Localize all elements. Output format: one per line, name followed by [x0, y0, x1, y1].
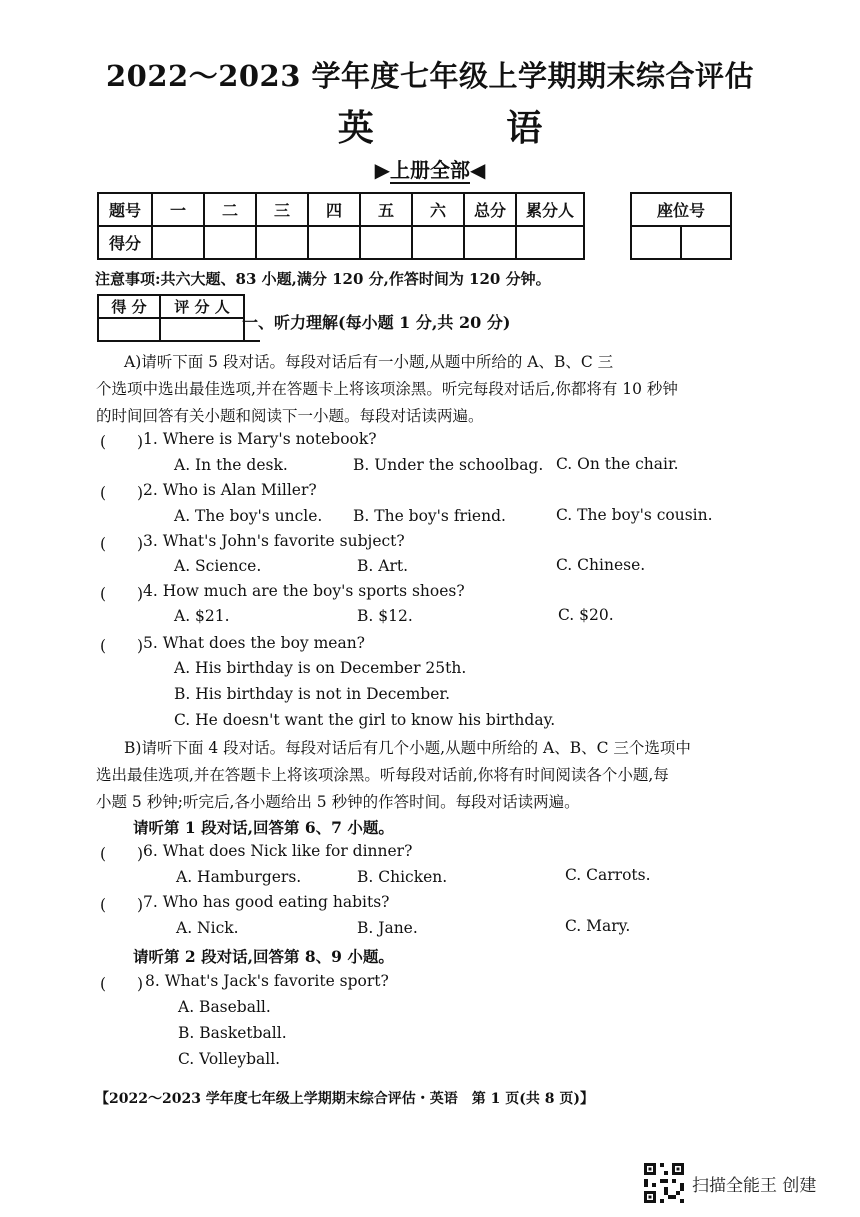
- score-cell: 一: [152, 193, 204, 226]
- answer-blank: ( ): [100, 585, 144, 603]
- question-stem: 8. What's Jack's favorite sport?: [145, 972, 389, 990]
- option-c: C. On the chair.: [556, 455, 679, 473]
- option-a: A. Nick.: [176, 919, 239, 937]
- option-a: A. Science.: [174, 557, 262, 575]
- score-blank-cell: [360, 226, 412, 259]
- grader-score-label: 得 分: [98, 295, 160, 318]
- option-b: B. $12.: [357, 607, 413, 625]
- option-b: B. His birthday is not in December.: [174, 685, 451, 703]
- grader-blank-cell: [98, 318, 160, 341]
- option-a: A. His birthday is on December 25th.: [174, 659, 467, 677]
- question-stem: 5. What does the boy mean?: [143, 634, 365, 652]
- option-a: A. The boy's uncle.: [174, 507, 323, 525]
- score-blank-cell: [412, 226, 464, 259]
- option-c: C. Chinese.: [556, 556, 646, 574]
- question-stem: 6. What does Nick like for dinner?: [143, 842, 413, 860]
- seat-blank-cell: [681, 226, 731, 259]
- exam-title: 2022～2023 学年度七年级上学期期末综合评估: [105, 59, 755, 93]
- option-c: C. The boy's cousin.: [556, 506, 713, 524]
- question-stem: 7. Who has good eating habits?: [143, 893, 390, 911]
- score-cell: 题号: [98, 193, 152, 226]
- score-row-label: 得分: [98, 226, 152, 259]
- question-stem: 3. What's John's favorite subject?: [143, 532, 405, 550]
- option-c: C. Mary.: [565, 917, 631, 935]
- option-b: B. Basketball.: [178, 1024, 287, 1042]
- option-c: C. Carrots.: [565, 866, 651, 884]
- answer-blank: ( ): [100, 896, 144, 914]
- score-table-header-row: [98, 193, 584, 226]
- partB-instruction: 选出最佳选项,并在答题卡上将该项涂黑。听每段对话前,你将有时间阅读各个小题,每: [96, 766, 669, 784]
- score-cell: 六: [412, 193, 464, 226]
- score-cell: 总分: [464, 193, 516, 226]
- option-b: B. Chicken.: [357, 868, 448, 886]
- option-a: A. Hamburgers.: [176, 868, 302, 886]
- score-table-score-row: [98, 226, 584, 259]
- question-stem: 2. Who is Alan Miller?: [143, 481, 317, 499]
- scanner-watermark: [644, 1163, 816, 1203]
- partA-instruction: A)请听下面 5 段对话。每段对话后有一小题,从题中所给的 A、B、C 三: [124, 353, 614, 371]
- score-blank-cell: [152, 226, 204, 259]
- option-b: B. Jane.: [357, 919, 418, 937]
- score-blank-cell: [516, 226, 584, 259]
- option-b: B. Under the schoolbag.: [353, 456, 544, 474]
- subject-title: 英 语: [337, 107, 603, 149]
- score-cell: 累分人: [516, 193, 584, 226]
- triangle-left-icon: ◀: [470, 158, 486, 182]
- score-blank-cell: [256, 226, 308, 259]
- section1-heading: 一、听力理解(每小题 1 分,共 20 分): [242, 313, 511, 332]
- partB-instruction: 小题 5 秒钟;听完后,各小题给出 5 秒钟的作答时间。每段对话读两遍。: [96, 793, 580, 811]
- option-c: C. Volleyball.: [178, 1050, 281, 1068]
- option-a: A. $21.: [174, 607, 230, 625]
- grader-box: [97, 294, 245, 342]
- grader-underline: [232, 340, 260, 342]
- score-blank-cell: [204, 226, 256, 259]
- partB-instruction: B)请听下面 4 段对话。每段对话后有几个小题,从题中所给的 A、B、C 三个选项中: [124, 739, 691, 757]
- score-cell: 二: [204, 193, 256, 226]
- dialog2-intro: 请听第 2 段对话,回答第 8、9 小题。: [133, 947, 394, 966]
- qr-code-icon: [644, 1163, 684, 1203]
- notice-text: 注意事项:共六大题、83 小题,满分 120 分,作答时间为 120 分钟。: [95, 270, 551, 288]
- dialog1-intro: 请听第 1 段对话,回答第 6、7 小题。: [133, 818, 394, 837]
- option-c: C. $20.: [558, 606, 614, 624]
- answer-blank: ( ): [100, 637, 144, 655]
- answer-blank: ( ): [100, 433, 144, 451]
- answer-blank: ( ): [100, 484, 144, 502]
- score-cell: 四: [308, 193, 360, 226]
- seat-table: [630, 192, 732, 260]
- watermark-text: 扫描全能王 创建: [692, 1175, 817, 1196]
- question-stem: 4. How much are the boy's sports shoes?: [143, 582, 465, 600]
- grader-blank-cell: [160, 318, 244, 341]
- score-cell: 三: [256, 193, 308, 226]
- answer-blank: ( ): [100, 845, 144, 863]
- option-c: C. He doesn't want the girl to know his birthday.: [174, 711, 556, 729]
- seat-blank-cell: [631, 226, 681, 259]
- partA-instruction: 的时间回答有关小题和阅读下一小题。每段对话读两遍。: [96, 407, 484, 425]
- option-b: B. The boy's friend.: [353, 507, 506, 525]
- grader-name-label: 评 分 人: [160, 295, 244, 318]
- answer-blank: ( ): [100, 975, 144, 993]
- partA-instruction: 个选项中选出最佳选项,并在答题卡上将该项涂黑。听完每段对话后,你都将有 10 秒钟: [96, 380, 678, 398]
- score-blank-cell: [464, 226, 516, 259]
- page-footer: 【2022～2023 学年度七年级上学期期末综合评估・英语 第 1 页(共 8 页)】: [95, 1091, 595, 1107]
- option-b: B. Art.: [357, 557, 409, 575]
- triangle-right-icon: ▶: [374, 158, 390, 182]
- score-cell: 五: [360, 193, 412, 226]
- scope-text: 上册全部: [390, 158, 470, 182]
- seat-label: 座位号: [631, 193, 731, 226]
- option-a: A. In the desk.: [174, 456, 288, 474]
- score-table: [97, 192, 585, 260]
- score-blank-cell: [308, 226, 360, 259]
- answer-blank: ( ): [100, 535, 144, 553]
- scope-label: [0, 154, 860, 183]
- question-stem: 1. Where is Mary's notebook?: [143, 430, 377, 448]
- option-a: A. Baseball.: [178, 998, 271, 1016]
